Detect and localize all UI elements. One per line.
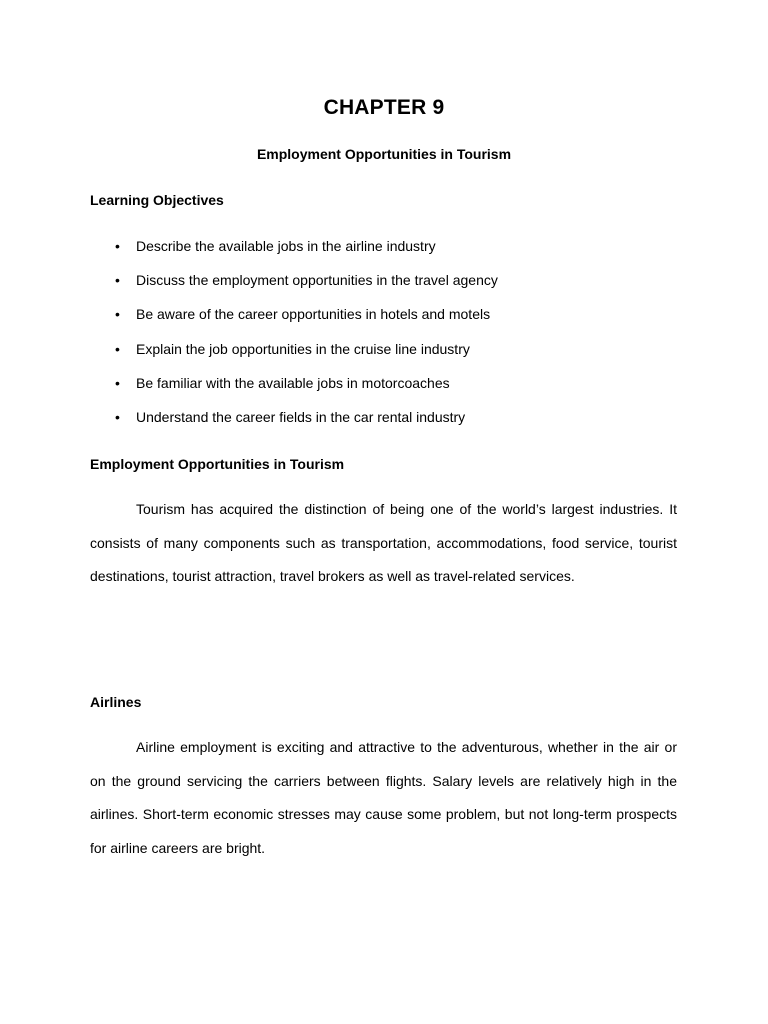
bullet-icon: • <box>115 272 120 289</box>
learning-objectives-heading: Learning Objectives <box>90 192 224 208</box>
objective-text: Explain the job opportunities in the cruise line industry <box>136 340 470 357</box>
list-item <box>90 408 498 442</box>
objective-text: Describe the available jobs in the airline industry <box>136 238 436 254</box>
list-item <box>90 340 498 374</box>
objective-text: Understand the career fields in the car rental industry <box>136 408 466 425</box>
list-item <box>90 271 498 305</box>
objective-text: Be familiar with the available jobs in motorcoaches <box>136 374 450 391</box>
airlines-section-heading: Airlines <box>90 694 142 710</box>
airlines-paragraph: Airline employment is exciting and attractive to the adventurous, whether in the air or on the ground servicing the carriers between flights. Salary levels are relatively high in the airlines. Short-term economic stresses may cause some problem, but not long-term prospects for airline careers are bright. <box>90 739 677 856</box>
bullet-icon: • <box>115 408 120 425</box>
chapter-subtitle: Employment Opportunities in Tourism <box>256 146 512 162</box>
tourism-paragraph: Tourism has acquired the distinction of being one of the world’s largest industries. It consists of many components such as transportation, accommodations, food service, tourist destinations, tourist attraction, travel brokers as well as travel-related services. <box>90 501 677 585</box>
chapter-title: CHAPTER 9 <box>323 96 445 119</box>
list-item <box>90 237 498 271</box>
bullet-icon: • <box>115 238 120 254</box>
objective-text: Be aware of the career opportunities in hotels and motels <box>136 306 491 323</box>
tourism-section-heading: Employment Opportunities in Tourism <box>90 456 345 472</box>
bullet-icon: • <box>115 374 120 391</box>
list-item <box>90 305 498 339</box>
objective-text: Discuss the employment opportunities in the travel agency <box>136 272 498 289</box>
bullet-icon: • <box>115 340 120 357</box>
learning-objectives-list <box>90 237 498 442</box>
list-item <box>90 374 498 408</box>
bullet-icon: • <box>115 306 120 323</box>
